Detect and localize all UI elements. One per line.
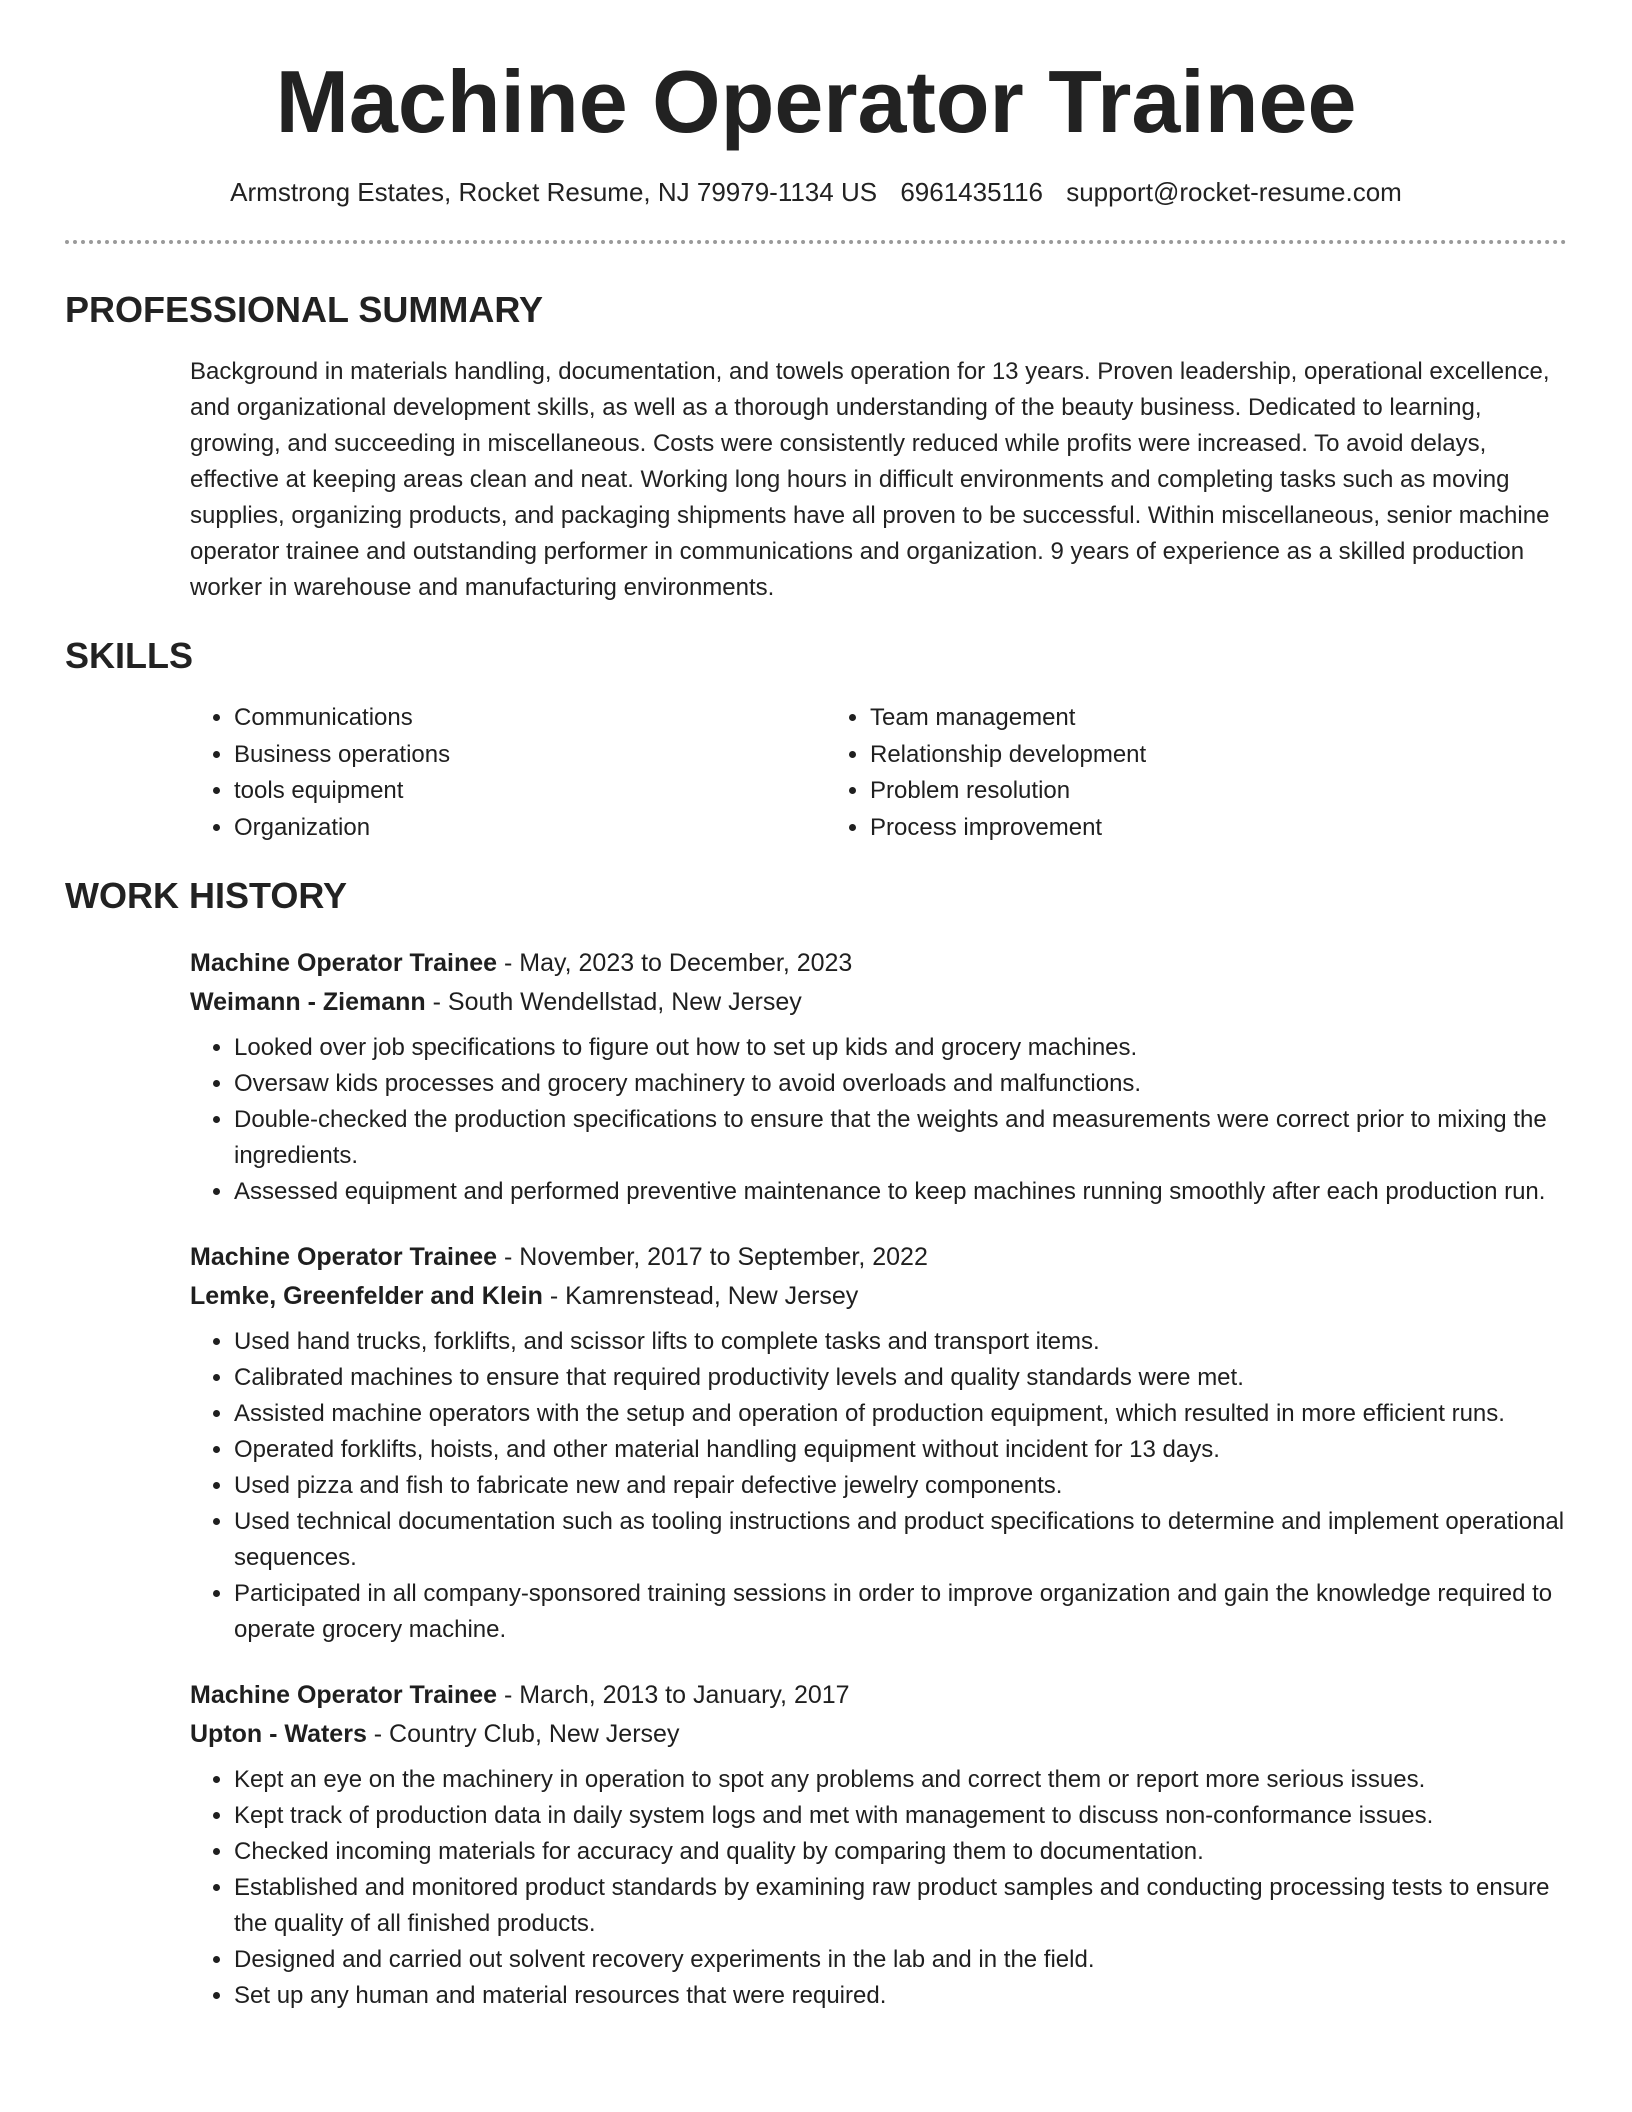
job-company-line bbox=[190, 1277, 1567, 1316]
job-title: Machine Operator Trainee bbox=[190, 1243, 498, 1271]
skill-item: • Business operations bbox=[234, 737, 826, 774]
job-entry bbox=[190, 944, 1567, 1210]
skill-item: • Problem resolution bbox=[870, 773, 1462, 810]
job-bullet: • Kept track of production data in daily system logs and met with management to discuss non-conformance issues. bbox=[234, 1798, 1567, 1834]
job-title-line bbox=[190, 1238, 1567, 1277]
job-title-line bbox=[190, 944, 1567, 983]
skills-columns bbox=[190, 700, 1567, 846]
work-history-heading: WORK HISTORY bbox=[65, 875, 348, 916]
job-title: Machine Operator Trainee bbox=[190, 949, 498, 977]
contact-line bbox=[65, 174, 1567, 210]
job-bullet: • Checked incoming materials for accuracy and quality by comparing them to documentation. bbox=[234, 1834, 1567, 1870]
job-bullet: • Used technical documentation such as tooling instructions and product specifications to determine and implement operational sequences. bbox=[234, 1504, 1567, 1576]
job-bullets bbox=[190, 1030, 1567, 1210]
job-bullet: • Double-checked the production specifications to ensure that the weights and measurements were correct prior to mixing the ingredients. bbox=[234, 1102, 1567, 1174]
job-bullet: • Kept an eye on the machinery in operation to spot any problems and correct them or report more serious issues. bbox=[234, 1762, 1567, 1798]
job-company: Weimann - Ziemann bbox=[190, 988, 426, 1016]
job-company-line bbox=[190, 1715, 1567, 1754]
job-bullet: • Set up any human and material resources that were required. bbox=[234, 1978, 1567, 2014]
skill-item: • Team management bbox=[870, 700, 1462, 737]
work-history-section bbox=[65, 874, 1567, 2014]
job-bullet: • Oversaw kids processes and grocery machinery to avoid overloads and malfunctions. bbox=[234, 1066, 1567, 1102]
job-bullet: • Participated in all company-sponsored training sessions in order to improve organization and gain the knowledge required to operate grocery machine. bbox=[234, 1576, 1567, 1648]
skills-section bbox=[65, 634, 1567, 846]
job-company: Upton - Waters bbox=[190, 1720, 367, 1748]
contact-email: support@rocket-resume.com bbox=[1066, 177, 1402, 207]
job-bullet: • Operated forklifts, hoists, and other material handling equipment without incident for 13 days. bbox=[234, 1432, 1567, 1468]
job-bullets bbox=[190, 1324, 1567, 1648]
skills-left-column bbox=[190, 700, 826, 846]
skill-item: • Organization bbox=[234, 810, 826, 847]
job-dates: - November, 2017 to September, 2022 bbox=[497, 1243, 928, 1271]
job-title: Machine Operator Trainee bbox=[190, 1681, 498, 1709]
job-dates: - March, 2013 to January, 2017 bbox=[497, 1681, 850, 1709]
job-dates: - May, 2023 to December, 2023 bbox=[497, 949, 853, 977]
job-company: Lemke, Greenfelder and Klein bbox=[190, 1282, 543, 1310]
job-bullet: • Calibrated machines to ensure that required productivity levels and quality standards were met. bbox=[234, 1360, 1567, 1396]
job-location: - Kamrenstead, New Jersey bbox=[542, 1282, 859, 1310]
job-bullet: • Used pizza and fish to fabricate new and repair defective jewelry components. bbox=[234, 1468, 1567, 1504]
job-company-line bbox=[190, 983, 1567, 1022]
skill-item: • Relationship development bbox=[870, 737, 1462, 774]
contact-phone: 6961435116 bbox=[900, 177, 1043, 207]
page-title: Machine Operator Trainee bbox=[275, 52, 1357, 151]
job-bullet: • Used hand trucks, forklifts, and scissor lifts to complete tasks and transport items. bbox=[234, 1324, 1567, 1360]
summary-section bbox=[65, 288, 1567, 606]
job-bullet: • Looked over job specifications to figure out how to set up kids and grocery machines. bbox=[234, 1030, 1567, 1066]
job-bullet: • Assisted machine operators with the setup and operation of production equipment, which resulted in more efficient runs. bbox=[234, 1396, 1567, 1432]
job-bullet: • Designed and carried out solvent recovery experiments in the lab and in the field. bbox=[234, 1942, 1567, 1978]
job-entry bbox=[190, 1238, 1567, 1648]
skill-item: • Communications bbox=[234, 700, 826, 737]
job-bullet: • Assessed equipment and performed preventive maintenance to keep machines running smoothly after each production run. bbox=[234, 1174, 1567, 1210]
skills-heading: SKILLS bbox=[65, 635, 194, 676]
skill-item: • tools equipment bbox=[234, 773, 826, 810]
job-bullet: • Established and monitored product standards by examining raw product samples and conducting processing tests to ensure the quality of all finished products. bbox=[234, 1870, 1567, 1942]
job-title-line bbox=[190, 1676, 1567, 1715]
job-entry bbox=[190, 1676, 1567, 2014]
job-location: - Country Club, New Jersey bbox=[366, 1720, 680, 1748]
job-bullets bbox=[190, 1762, 1567, 2014]
header-divider bbox=[65, 240, 1567, 244]
summary-text: Background in materials handling, documentation, and towels operation for 13 years. Proven leadership, operational excellence, and organizational development skills, as well as a thorough understanding of the beauty business. Dedicated to learning, growing, and succeeding in miscellaneous. Costs were consistently reduced while profits were increased. To avoid delays, effective at keeping areas clean and neat. Working long hours in difficult environments and completing tasks such as moving supplies, organizing products, and packaging shipments have all proven to be successful. Within miscellaneous, senior machine operator trainee and outstanding performer in communications and organization. 9 years of experience as a skilled production worker in warehouse and manufacturing environments. bbox=[190, 358, 1550, 601]
job-location: - South Wendellstad, New Jersey bbox=[425, 988, 802, 1016]
contact-address: Armstrong Estates, Rocket Resume, NJ 79979-1134 US bbox=[230, 177, 878, 207]
skills-right-column bbox=[826, 700, 1462, 846]
summary-heading: PROFESSIONAL SUMMARY bbox=[65, 289, 544, 330]
skill-item: • Process improvement bbox=[870, 810, 1462, 847]
